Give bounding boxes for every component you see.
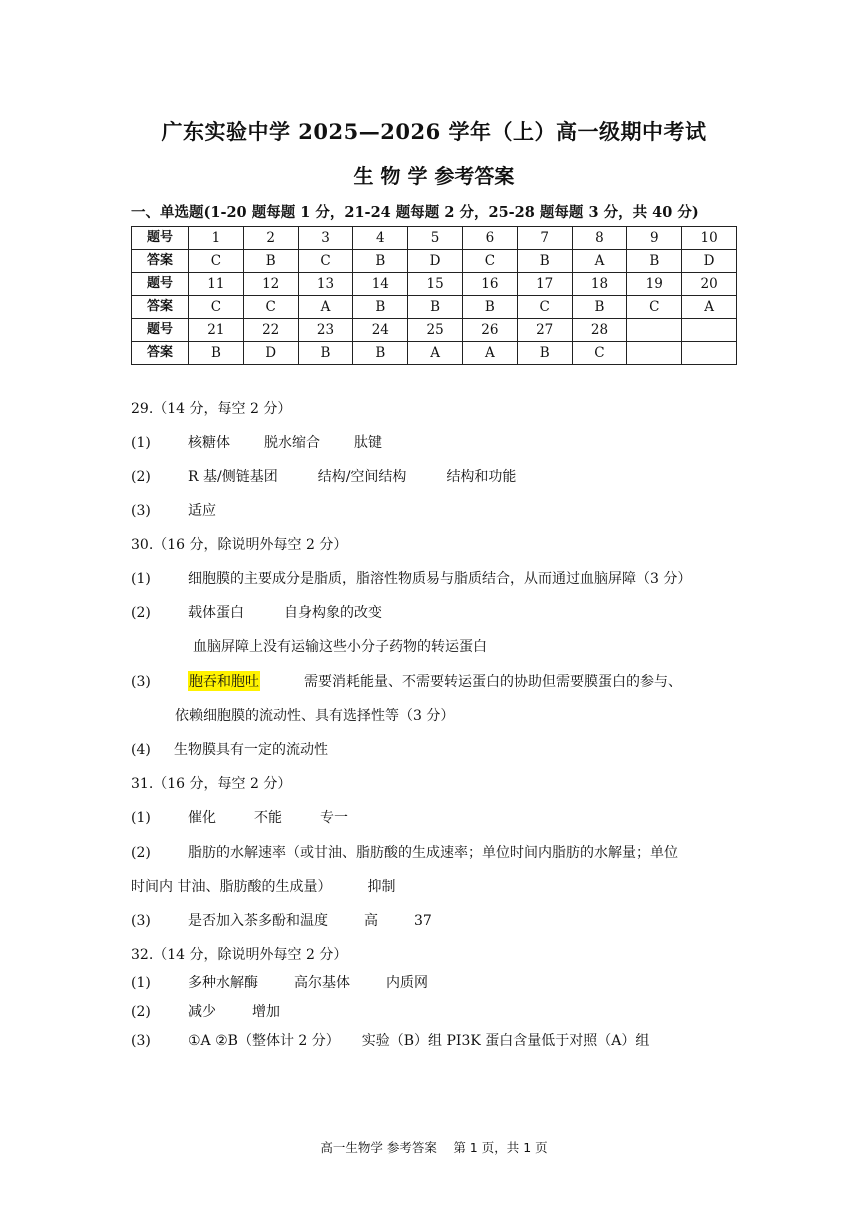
q29-line-3 <box>131 500 216 520</box>
answer-text: 减少 <box>188 1004 216 1020</box>
answer-cell: A <box>462 342 517 365</box>
answer-cell: B <box>627 250 682 273</box>
question-number-cell <box>682 319 737 342</box>
answer-row <box>132 250 737 273</box>
answer-row <box>132 342 737 365</box>
question-number-cell: 6 <box>462 227 517 250</box>
answer-cell: B <box>408 296 463 319</box>
answer-cell: B <box>517 250 572 273</box>
item-number: (3) <box>131 503 151 519</box>
item-number: (1) <box>131 975 151 991</box>
q30-line-3-continued: 依赖细胞膜的流动性、具有选择性等（3 分） <box>175 708 455 724</box>
answer-text: 结构和功能 <box>446 469 517 485</box>
answer-row <box>132 296 737 319</box>
question-number-cell: 3 <box>298 227 353 250</box>
item-number: (2) <box>131 845 151 861</box>
answer-text: 适应 <box>188 503 216 519</box>
question-number-cell: 1 <box>189 227 244 250</box>
answer-table <box>131 226 737 365</box>
question-number-cell: 2 <box>243 227 298 250</box>
answer-cell: D <box>682 250 737 273</box>
question-number-row <box>132 319 737 342</box>
answer-text: 高 <box>364 913 378 929</box>
item-number: (3) <box>131 913 151 929</box>
question-number-cell: 19 <box>627 273 682 296</box>
q30-line-2-continued: 血脑屏障上没有运输这些小分子药物的转运蛋白 <box>193 639 487 655</box>
item-number: (1) <box>131 571 151 587</box>
answer-cell: D <box>408 250 463 273</box>
answer-text: 是否加入茶多酚和温度 <box>188 913 328 929</box>
answer-label-cell: 答案 <box>132 250 189 273</box>
question-number-cell: 16 <box>462 273 517 296</box>
answer-text: 37 <box>414 913 432 929</box>
question-number-cell: 27 <box>517 319 572 342</box>
q29-line-1 <box>131 432 382 452</box>
q30-line-4 <box>131 739 328 759</box>
answer-text: 内质网 <box>386 975 428 991</box>
answer-text: 实验（B）组 PI3K 蛋白含量低于对照（A）组 <box>361 1033 650 1049</box>
question-number-cell: 10 <box>682 227 737 250</box>
answer-text: 时间内 甘油、脂肪酸的生成量） <box>131 879 332 895</box>
answer-cell: A <box>408 342 463 365</box>
answer-text: 抑制 <box>367 879 396 895</box>
page-footer: 高一生物学 参考答案 第 1 页，共 1 页 <box>320 1140 548 1155</box>
answer-cell: B <box>572 296 627 319</box>
answer-text: 催化 <box>188 810 216 826</box>
answer-cell: A <box>298 296 353 319</box>
question-label-cell: 题号 <box>132 319 189 342</box>
answer-cell: B <box>353 342 408 365</box>
question-number-cell: 7 <box>517 227 572 250</box>
q30-line-1 <box>131 568 691 588</box>
answer-cell: B <box>462 296 517 319</box>
page-title: 广东实验中学 2025—2026 学年（上）高一级期中考试 <box>161 119 707 144</box>
question-number-cell: 20 <box>682 273 737 296</box>
question-number-cell: 24 <box>353 319 408 342</box>
question-number-cell: 15 <box>408 273 463 296</box>
answer-text: 高尔基体 <box>294 975 350 991</box>
q32-line-3 <box>131 1030 649 1050</box>
q32-heading: 32.（14 分，除说明外每空 2 分） <box>131 947 348 963</box>
answer-text: R 基/侧链基团 <box>188 469 278 485</box>
question-number-cell: 8 <box>572 227 627 250</box>
answer-text: 需要消耗能量、不需要转运蛋白的协助但需要膜蛋白的参与、 <box>304 674 682 690</box>
answer-text: 载体蛋白 <box>188 605 244 621</box>
answer-cell: C <box>189 296 244 319</box>
question-number-cell <box>627 319 682 342</box>
answer-text: 脂肪的水解速率（或甘油、脂肪酸的生成速率；单位时间内脂肪的水解量；单位 <box>188 845 678 861</box>
answer-cell: B <box>189 342 244 365</box>
question-number-cell: 18 <box>572 273 627 296</box>
answer-cell: B <box>353 296 408 319</box>
question-number-cell: 5 <box>408 227 463 250</box>
question-number-cell: 26 <box>462 319 517 342</box>
answer-cell <box>682 342 737 365</box>
highlighted-answer: 胞吞和胞吐 <box>188 671 260 691</box>
answer-cell: B <box>298 342 353 365</box>
question-number-cell: 28 <box>572 319 627 342</box>
answer-text: ①A ②B（整体计 2 分） <box>188 1033 340 1049</box>
question-number-cell: 14 <box>353 273 408 296</box>
question-number-cell: 22 <box>243 319 298 342</box>
q29-heading: 29.（14 分，每空 2 分） <box>131 401 292 417</box>
question-number-cell: 23 <box>298 319 353 342</box>
answer-text: 脱水缩合 <box>264 435 320 451</box>
q31-line-1 <box>131 807 348 827</box>
answer-text: 生物膜具有一定的流动性 <box>174 742 328 758</box>
answer-cell <box>627 342 682 365</box>
answer-cell: C <box>462 250 517 273</box>
q31-line-3 <box>131 910 432 930</box>
q30-line-3 <box>131 671 682 691</box>
answer-label-cell: 答案 <box>132 296 189 319</box>
answer-cell: C <box>517 296 572 319</box>
answer-cell: D <box>243 342 298 365</box>
question-number-cell: 17 <box>517 273 572 296</box>
page-subtitle: 生 物 学 参考答案 <box>353 164 515 188</box>
answer-cell: B <box>243 250 298 273</box>
question-number-cell: 21 <box>189 319 244 342</box>
item-number: (3) <box>131 1033 151 1049</box>
answer-cell: C <box>627 296 682 319</box>
item-number: (4) <box>131 742 151 758</box>
item-number: (2) <box>131 605 151 621</box>
answer-cell: C <box>189 250 244 273</box>
answer-label-cell: 答案 <box>132 342 189 365</box>
question-label-cell: 题号 <box>132 227 189 250</box>
answer-text: 增加 <box>252 1004 280 1020</box>
answer-cell: A <box>572 250 627 273</box>
q31-line-2-continued <box>131 876 395 896</box>
answer-text: 结构/空间结构 <box>317 469 407 485</box>
question-number-cell: 13 <box>298 273 353 296</box>
question-number-cell: 4 <box>353 227 408 250</box>
item-number: (2) <box>131 469 151 485</box>
question-number-cell: 11 <box>189 273 244 296</box>
item-number: (2) <box>131 1004 151 1020</box>
q31-line-2 <box>131 842 678 862</box>
answer-cell: C <box>572 342 627 365</box>
q31-heading: 31.（16 分，每空 2 分） <box>131 776 292 792</box>
item-number: (1) <box>131 435 151 451</box>
q32-line-1 <box>131 972 428 992</box>
answer-text: 自身构象的改变 <box>284 605 382 621</box>
answer-cell: B <box>517 342 572 365</box>
question-label-cell: 题号 <box>132 273 189 296</box>
item-number: (1) <box>131 810 151 826</box>
question-number-row <box>132 273 737 296</box>
question-number-cell: 12 <box>243 273 298 296</box>
answer-text: 不能 <box>254 810 282 826</box>
question-number-cell: 9 <box>627 227 682 250</box>
question-number-row <box>132 227 737 250</box>
answer-cell: C <box>243 296 298 319</box>
answer-text: 肽键 <box>354 435 382 451</box>
q29-line-2 <box>131 466 516 486</box>
answer-text: 多种水解酶 <box>188 975 258 991</box>
item-number: (3) <box>131 674 151 690</box>
answer-text: 专一 <box>320 810 348 826</box>
answer-cell: A <box>682 296 737 319</box>
answer-text: 核糖体 <box>188 435 230 451</box>
answer-text: 细胞膜的主要成分是脂质，脂溶性物质易与脂质结合，从而通过血脑屏障（3 分） <box>188 571 692 587</box>
q32-line-2 <box>131 1001 280 1021</box>
answer-cell: B <box>353 250 408 273</box>
q30-heading: 30.（16 分，除说明外每空 2 分） <box>131 537 348 553</box>
q30-line-2 <box>131 602 382 622</box>
section-heading-mcq: 一、单选题(1-20 题每题 1 分，21-24 题每题 2 分，25-28 题每题 3 分，共 40 分) <box>131 204 699 221</box>
question-number-cell: 25 <box>408 319 463 342</box>
answer-cell: C <box>298 250 353 273</box>
